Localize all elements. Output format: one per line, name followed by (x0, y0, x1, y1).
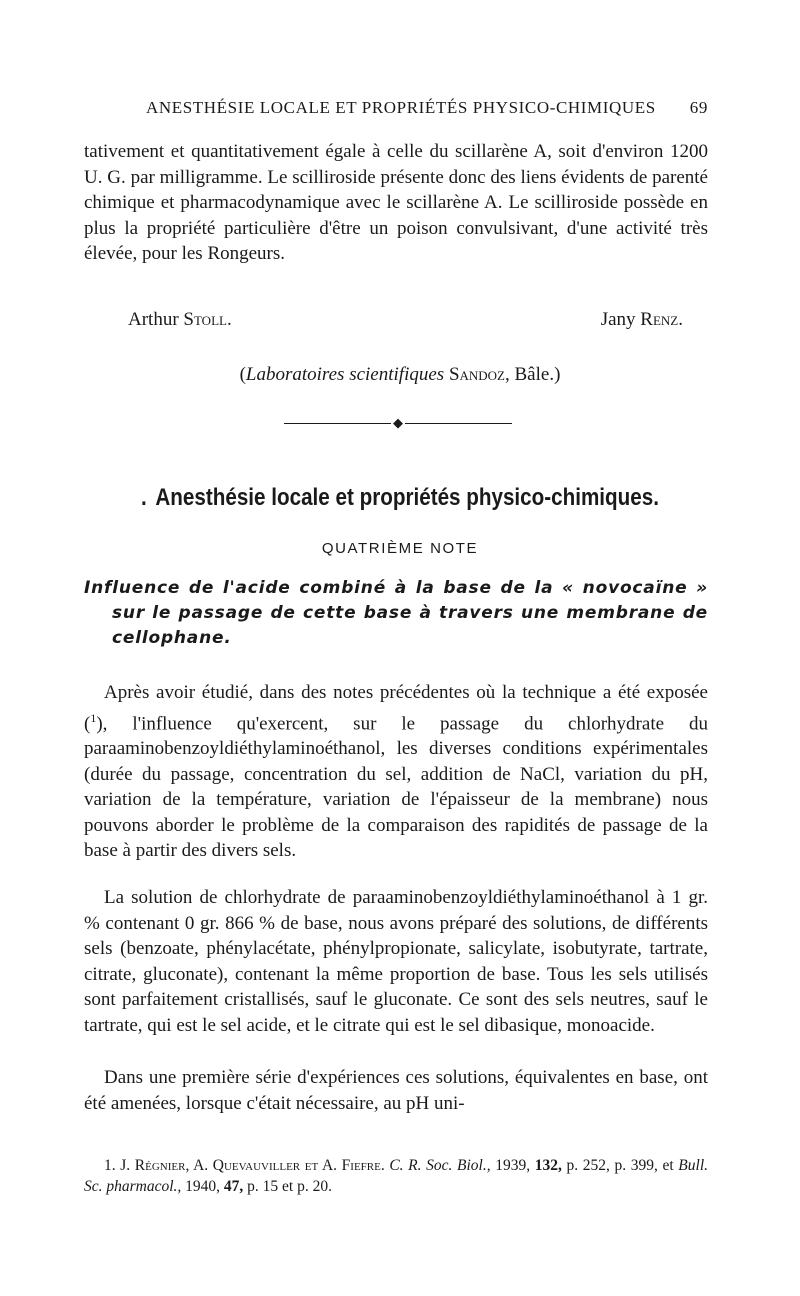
article-subtitle (84, 576, 708, 651)
intro-paragraph: tativement et quantitativement égale à celle du scillarène A, soit d'environ 1200 U. G. par milligramme. Le scilliroside présente donc des liens évidents de parenté chimique et pharmacodynamique avec le scillarène A. Le scilliroside possède en plus la propriété particulière d'être un poison convulsivant, d'une activité très élevée, pour les Rongeurs. (84, 141, 708, 264)
article-title-text: Anesthésie locale et propriétés physico-chimiques. (155, 484, 659, 511)
signature-line (128, 309, 683, 331)
author-renz: Jany Renz. (600, 309, 683, 330)
leading-dot: . (141, 484, 147, 511)
running-title: ANESTHÉSIE LOCALE ET PROPRIÉTÉS PHYSICO-CHIMIQUES (146, 98, 656, 117)
footnote-number: 1. (104, 1157, 116, 1174)
note-label: QUATRIÈME NOTE (321, 540, 479, 557)
footnote: 1. J. Régnier, A. Quevauviller et A. Fiefre. C. R. Soc. Biol., 1939, 132, p. 252, p. 399, et Bull. Sc. pharmacol., 1940, 47, p. 15 et p. 20. (84, 1157, 709, 1195)
running-header (84, 98, 708, 118)
footnote-ref: 1 (90, 710, 97, 725)
company-name: Sandoz, (448, 364, 510, 385)
footnote-authors: J. Régnier, A. Quevauviller et A. Fiefre. (120, 1157, 385, 1174)
author-stoll: Arthur Stoll. (128, 309, 232, 330)
article-title (56, 484, 744, 512)
affiliation: (Laboratoires scientifiques Sandoz, Bâle.) (239, 364, 561, 385)
subtitle-line: Influence de l'acide combiné à la base de la « novocaïne » (84, 578, 708, 598)
paragraph-experiments: Dans une première série d'expériences ces solutions, équivalentes en base, ont été amenées, lorsque c'était nécessaire, au pH uni- (84, 1067, 708, 1114)
paragraph-methods: Après avoir étudié, dans des notes précédentes où la technique a été exposée ($^1$), l'influence qu'exercent, sur le passage du chlorhydrate du paraaminobenzoyldiéthylaminoéthanol, les diverses conditions expérimentales (durée du passage, concentration du sel, addition de NaCl, variation du pH, variation de la température, variation de l'épaisseur de la membrane) nous pouvons aborder le problème de la comparaison des rapidités de passage de la base à partir des divers sels. (84, 682, 708, 862)
subtitle-line: cellophane. (112, 628, 232, 648)
page-number: 69 (689, 98, 708, 117)
city: Bâle.) (514, 364, 561, 385)
lab-name: Laboratoires scientifiques (245, 364, 445, 385)
section-separator (284, 416, 512, 430)
diamond-icon: ◆ (393, 415, 403, 430)
paragraph-solutions: La solution de chlorhydrate de paraaminobenzoyldiéthylaminoéthanol à 1 gr. % contenant 0 gr. 866 % de base, nous avons préparé des solutions, de différents sels (benzoate, phénylacétate, phénylpropionate, salicylate, isobutyrate, tartrate, citrate, gluconate), contenant la même proportion de base. Tous les sels utilisés sont parfaitement cristallisés, sauf le gluconate. Ce sont des sels neutres, sauf le tartrate, qui est le sel acide, et le citrate qui est le sel dibasique, monoacide. (84, 887, 708, 1036)
subtitle-line: sur le passage de cette base à travers une membrane de (112, 603, 708, 623)
